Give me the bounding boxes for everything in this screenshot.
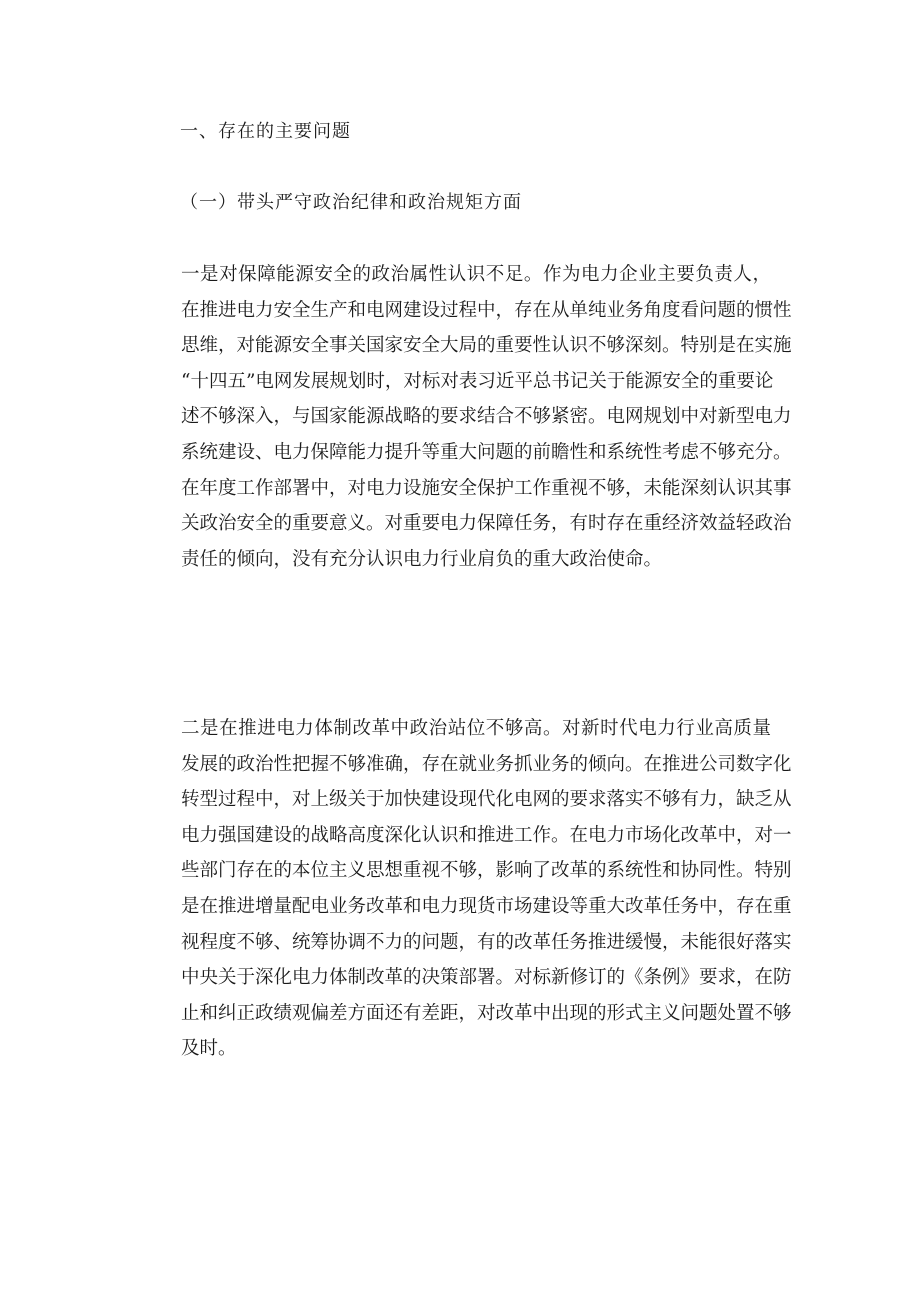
paragraph-line: 述不够深入，与国家能源战略的要求结合不够紧密。电网规划中对新型电力 [181,406,792,428]
paragraph-line: 二是在推进电力体制改革中政治站位不够高。对新时代电力行业高质量 [181,718,771,739]
paragraph-line: 思维，对能源安全事关国家安全大局的重要性认识不够深刻。特别是在实施 [181,335,792,357]
paragraph-line: 电力强国建设的战略高度深化认识和推进工作。在电力市场化改革中，对一 [181,824,792,846]
paragraph-line: 在年度工作部署中，对电力设施安全保护工作重视不够，未能深刻认识其事 [181,477,792,499]
section-heading: 一、存在的主要问题 [180,121,351,142]
paragraph-line: 一是对保障能源安全的政治属性认识不足。作为电力企业主要负责人， [181,264,771,285]
paragraph-line: 中央关于深化电力体制改革的决策部署。对标新修订的《条例》要求，在防 [181,967,792,989]
paragraph-line: 在推进电力安全生产和电网建设过程中，存在从单纯业务角度看问题的惯性 [181,299,792,321]
paragraph-line: 发展的政治性把握不够准确，存在就业务抓业务的倾向。在推进公司数字化 [181,753,792,775]
paragraph-line: 责任的倾向，没有充分认识电力行业肩负的重大政治使命。 [181,548,663,570]
paragraph-line: 止和纠正政绩观偏差方面还有差距，对改革中出现的形式主义问题处置不够 [181,1002,792,1024]
paragraph-line: 关政治安全的重要意义。对重要电力保障任务，有时存在重经济效益轻政治 [181,513,792,535]
paragraph-line: 些部门存在的本位主义思想重视不够，影响了改革的系统性和协同性。特别 [181,860,792,882]
paragraph-line: 转型过程中，对上级关于加快建设现代化电网的要求落实不够有力，缺乏从 [181,789,792,811]
paragraph-line: “十四五”电网发展规划时，对标对表习近平总书记关于能源安全的重要论 [181,370,774,392]
paragraph-2 [181,711,792,1067]
paragraph-1 [181,257,792,577]
paragraph-line: 及时。 [181,1038,237,1060]
paragraph-line: 视程度不够、统筹协调不力的问题，有的改革任务推进缓慢，未能很好落实 [181,931,792,953]
paragraph-line: 系统建设、电力保障能力提升等重大问题的前瞻性和系统性考虑不够充分。 [181,441,792,463]
paragraph-line: 是在推进增量配电业务改革和电力现货市场建设等重大改革任务中，存在重 [181,895,792,917]
subsection-heading: （一）带头严守政治纪律和政治规矩方面 [180,192,522,213]
